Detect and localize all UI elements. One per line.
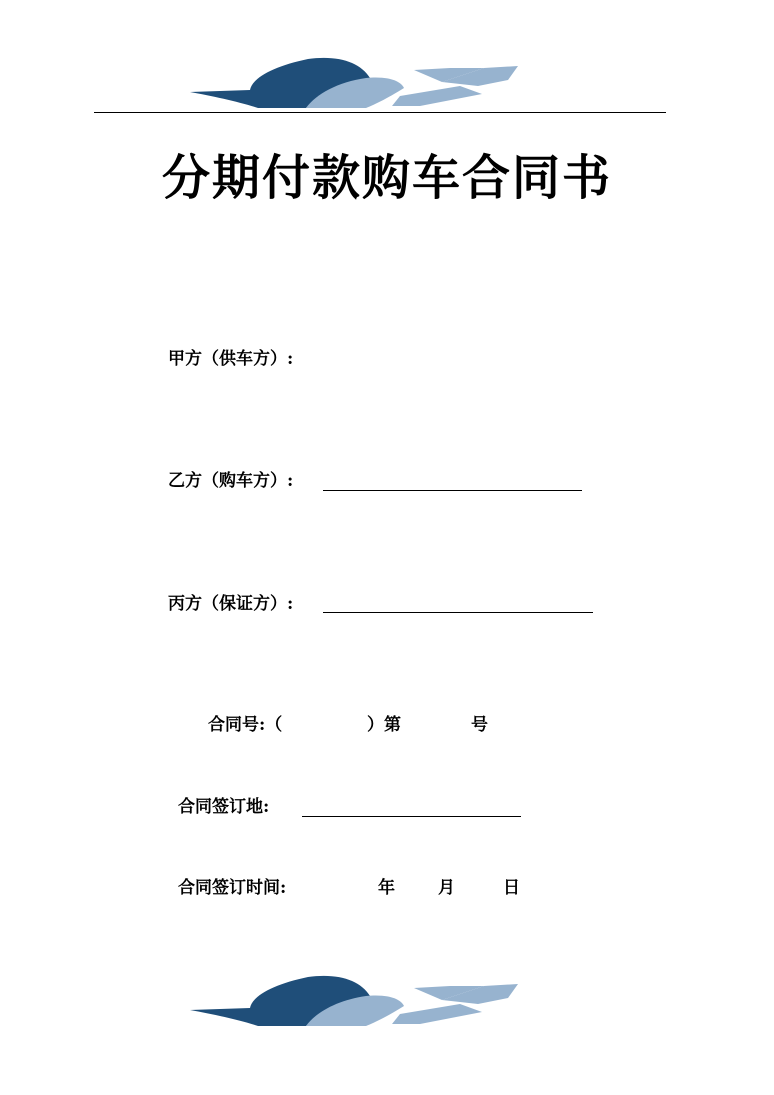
party-c-blank[interactable] — [323, 612, 593, 613]
signing-time-label: 合同签订时间: — [178, 878, 287, 898]
party-b-blank[interactable] — [323, 490, 582, 491]
signing-time-day: 日 — [503, 878, 520, 898]
signing-time-month: 月 — [438, 878, 455, 898]
document-title: 分期付款购车合同书 — [161, 150, 612, 206]
contract-number-label: 合同号:（ — [208, 715, 283, 735]
signing-time-year: 年 — [378, 878, 395, 898]
logo-light-stripe — [392, 86, 482, 106]
contract-number-suffix: 号 — [471, 715, 488, 735]
logo-light-stripe — [392, 1004, 482, 1024]
footer-logo — [188, 972, 522, 1028]
signing-place-label: 合同签订地: — [178, 797, 270, 817]
party-c-label: 丙方（保证方）: — [168, 594, 294, 614]
contract-number-close: ）第 — [367, 715, 401, 735]
party-a-label: 甲方（供车方）: — [168, 349, 294, 369]
header-rule — [94, 112, 666, 113]
signing-place-blank[interactable] — [302, 816, 521, 817]
header-logo — [188, 54, 522, 110]
party-b-label: 乙方（购车方）: — [168, 471, 294, 491]
